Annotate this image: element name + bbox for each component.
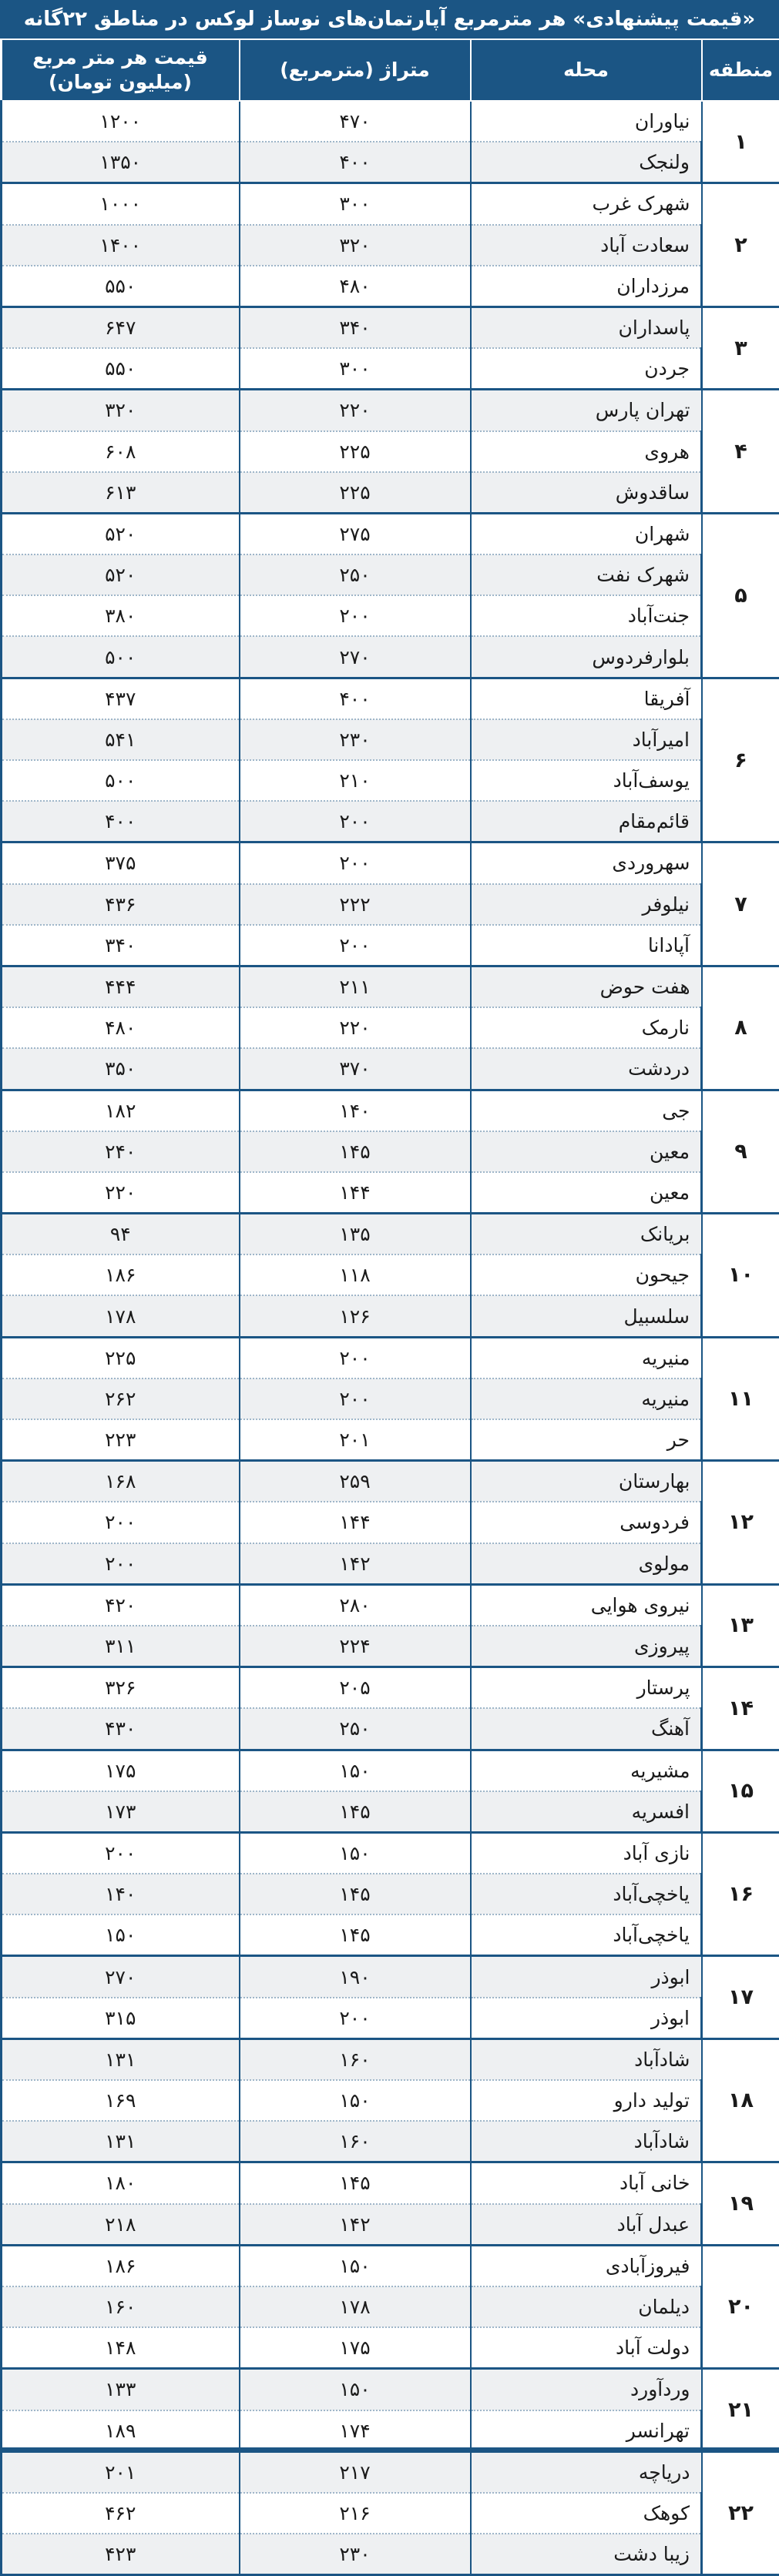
area-name-cell: تهران پارس [471,390,702,431]
table-row [2,1667,779,1709]
area-name-cell: وردآورد [471,2369,702,2410]
area-name-cell: نیروی هوایی [471,1584,702,1626]
table-bottom-border [0,2447,779,2450]
size-cell: ۲۳۰ [240,719,471,760]
area-name-cell: خانی آباد [471,2162,702,2204]
area-name-cell: بهارستان [471,1461,702,1502]
size-cell: ۳۷۰ [240,1048,471,1090]
area-name-cell: کوهک [471,2493,702,2534]
size-cell: ۲۵۰ [240,1708,471,1750]
table-row [2,2410,779,2452]
table-row [2,1419,779,1461]
size-cell: ۲۲۵ [240,431,471,472]
table-row [2,2451,779,2493]
area-name-cell: نیلوفر [471,884,702,925]
region-cell: ۱۰ [702,1214,779,1338]
price-cell: ۵۲۰ [2,554,240,595]
area-name-cell: پاسداران [471,307,702,348]
price-cell: ۱۴۰ [2,1874,240,1914]
price-cell: ۴۰۰ [2,801,240,842]
price-cell: ۱۳۱ [2,2121,240,2162]
table-row [2,2286,779,2327]
table-row [2,1750,779,1791]
size-cell: ۱۲۶ [240,1295,471,1337]
area-name-cell: جردن [471,348,702,390]
size-cell: ۲۰۰ [240,1998,471,2039]
region-cell: ۱۹ [702,2162,779,2245]
table-row [2,842,779,884]
price-cell: ۱۸۶ [2,1255,240,1295]
region-cell: ۶ [702,678,779,842]
table-row [2,1998,779,2039]
price-cell: ۵۰۰ [2,760,240,801]
size-cell: ۲۰۵ [240,1667,471,1709]
price-cell: ۱۶۰ [2,2286,240,2327]
area-name-cell: فردوسی [471,1502,702,1543]
area-name-cell: سلسبیل [471,1295,702,1337]
size-cell: ۲۰۰ [240,595,471,636]
area-name-cell: معین [471,1131,702,1172]
size-cell: ۲۸۰ [240,1584,471,1626]
price-cell: ۱۴۸ [2,2327,240,2369]
table-row [2,554,779,595]
size-cell: ۱۴۵ [240,1791,471,1833]
size-cell: ۳۰۰ [240,348,471,390]
size-cell: ۱۳۵ [240,1214,471,1255]
area-name-cell: منیریه [471,1378,702,1419]
price-cell: ۴۲۳ [2,2534,240,2575]
size-cell: ۱۵۰ [240,1750,471,1791]
area-name-cell: شادآباد [471,2038,702,2080]
table-row [2,1131,779,1172]
price-cell: ۱۶۸ [2,1461,240,1502]
area-name-cell: شهرک نفت [471,554,702,595]
table-row [2,513,779,554]
price-cell: ۱۳۳ [2,2369,240,2410]
price-cell: ۳۱۵ [2,1998,240,2039]
size-cell: ۲۱۶ [240,2493,471,2534]
price-cell: ۲۲۰ [2,1172,240,1214]
table-row [2,307,779,348]
size-cell: ۲۰۰ [240,1378,471,1419]
region-cell: ۱۸ [702,2038,779,2162]
area-name-cell: مولوی [471,1543,702,1585]
size-cell: ۱۵۰ [240,2245,471,2286]
table-row [2,1584,779,1626]
area-name-cell: تولید دارو [471,2080,702,2121]
table-row [2,1214,779,1255]
price-cell: ۵۵۰ [2,266,240,307]
size-cell: ۲۲۰ [240,390,471,431]
region-cell: ۳ [702,307,779,389]
price-cell: ۴۳۰ [2,1708,240,1750]
size-cell: ۲۰۰ [240,801,471,842]
area-name-cell: دیلمان [471,2286,702,2327]
price-cell: ۱۸۰ [2,2162,240,2204]
table-row [2,1295,779,1337]
price-cell: ۳۲۶ [2,1667,240,1709]
table-row [2,760,779,801]
table-row [2,1874,779,1914]
area-name-cell: شهرک غرب [471,183,702,225]
table-row [2,2369,779,2410]
area-name-cell: منیریه [471,1337,702,1378]
price-cell: ۲۱۸ [2,2204,240,2246]
region-cell: ۱۷ [702,1956,779,2038]
size-cell: ۱۹۰ [240,1956,471,1998]
table-row [2,1791,779,1833]
table-row [2,1255,779,1295]
table-row [2,595,779,636]
area-name-cell: بریانک [471,1214,702,1255]
price-cell: ۴۸۰ [2,1007,240,1048]
area-name-cell: هروی [471,431,702,472]
region-cell: ۲۲ [702,2451,779,2575]
size-cell: ۲۰۰ [240,1337,471,1378]
size-cell: ۱۵۰ [240,2369,471,2410]
area-name-cell: حر [471,1419,702,1461]
price-cell: ۵۵۰ [2,348,240,390]
size-cell: ۴۰۰ [240,142,471,183]
size-cell: ۱۴۵ [240,2162,471,2204]
area-name-cell: عبدل آباد [471,2204,702,2246]
table-row [2,1090,779,1131]
price-cell: ۴۳۶ [2,884,240,925]
price-cell: ۱۲۰۰ [2,101,240,142]
price-cell: ۹۴ [2,1214,240,1255]
price-cell: ۱۷۵ [2,1750,240,1791]
area-name-cell: بلوارفردوس [471,636,702,678]
table-row [2,1832,779,1874]
size-cell: ۲۰۱ [240,1419,471,1461]
region-cell: ۲۱ [702,2369,779,2451]
header-region: منطقه [702,39,779,101]
area-name-cell: فیروزآبادی [471,2245,702,2286]
price-cell: ۳۱۱ [2,1626,240,1667]
area-name-cell: زیبا دشت [471,2534,702,2575]
price-cell: ۱۳۱ [2,2038,240,2080]
area-name-cell: سعادت آباد [471,225,702,266]
price-cell: ۳۸۰ [2,595,240,636]
table-row [2,266,779,307]
header-price: قیمت هر متر مربع (میلیون تومان) [2,39,240,101]
area-name-cell: معین [471,1172,702,1214]
price-cell: ۱۷۸ [2,1295,240,1337]
price-cell: ۴۶۲ [2,2493,240,2534]
size-cell: ۱۷۴ [240,2410,471,2452]
area-name-cell: قائم‌مقام [471,801,702,842]
table-row [2,719,779,760]
size-cell: ۱۴۴ [240,1172,471,1214]
table-row [2,1543,779,1585]
price-cell: ۲۰۰ [2,1502,240,1543]
region-cell: ۱۴ [702,1667,779,1750]
size-cell: ۲۷۰ [240,636,471,678]
price-cell: ۵۰۰ [2,636,240,678]
size-cell: ۴۸۰ [240,266,471,307]
header-area: محله [471,39,702,101]
area-name-cell: آهنگ [471,1708,702,1750]
area-name-cell: شهران [471,513,702,554]
size-cell: ۱۶۰ [240,2121,471,2162]
table-row [2,2121,779,2162]
table-row [2,1914,779,1956]
table-row [2,2245,779,2286]
area-name-cell: نیاوران [471,101,702,142]
region-cell: ۵ [702,513,779,678]
table-row [2,2162,779,2204]
table-row [2,225,779,266]
price-cell: ۱۶۹ [2,2080,240,2121]
table-body [2,101,779,2575]
table-row [2,1626,779,1667]
region-cell: ۱۲ [702,1461,779,1585]
table-row [2,1007,779,1048]
table-row [2,2038,779,2080]
price-cell: ۱۰۰۰ [2,183,240,225]
area-name-cell: نازی آباد [471,1832,702,1874]
table-row [2,1378,779,1419]
table-row [2,2534,779,2575]
price-cell: ۱۴۰۰ [2,225,240,266]
price-cell: ۱۵۰ [2,1914,240,1956]
area-name-cell: افسریه [471,1791,702,1833]
region-cell: ۸ [702,966,779,1090]
area-name-cell: یوسف‌آباد [471,760,702,801]
size-cell: ۱۴۲ [240,2204,471,2246]
size-cell: ۲۳۰ [240,2534,471,2575]
table-row [2,1461,779,1502]
area-name-cell: ولنجک [471,142,702,183]
region-cell: ۴ [702,390,779,514]
region-cell: ۲ [702,183,779,307]
size-cell: ۲۱۱ [240,966,471,1007]
price-cell: ۱۸۲ [2,1090,240,1131]
table-row [2,142,779,183]
table-row [2,636,779,678]
area-name-cell: تهرانسر [471,2410,702,2452]
area-name-cell: جیحون [471,1255,702,1295]
price-cell: ۲۷۰ [2,1956,240,1998]
table-row [2,884,779,925]
table-title: «قیمت پیشنهادی» هر مترمربع آپارتمان‌های نوساز لوکس در مناطق ۲۲گانه [0,0,779,39]
area-name-cell: نارمک [471,1007,702,1048]
price-cell: ۶۴۷ [2,307,240,348]
size-cell: ۲۱۰ [240,760,471,801]
size-cell: ۲۵۹ [240,1461,471,1502]
region-cell: ۱ [702,101,779,183]
table-row [2,390,779,431]
table-row [2,348,779,390]
area-name-cell: ساقدوش [471,472,702,514]
area-name-cell: ابوذر [471,1998,702,2039]
area-name-cell: مرزداران [471,266,702,307]
table-row [2,2204,779,2246]
area-name-cell: دریاچه [471,2451,702,2493]
table-row [2,1708,779,1750]
table-row [2,966,779,1007]
table-row [2,678,779,719]
size-cell: ۱۴۲ [240,1543,471,1585]
price-cell: ۱۸۶ [2,2245,240,2286]
size-cell: ۱۵۰ [240,2080,471,2121]
table-row [2,2493,779,2534]
size-cell: ۱۷۸ [240,2286,471,2327]
table-row [2,2080,779,2121]
size-cell: ۲۲۴ [240,1626,471,1667]
area-name-cell: ابوذر [471,1956,702,1998]
area-name-cell: شادآباد [471,2121,702,2162]
size-cell: ۱۴۰ [240,1090,471,1131]
area-name-cell: امیرآباد [471,719,702,760]
table-row [2,183,779,225]
price-cell: ۱۸۹ [2,2410,240,2452]
region-cell: ۱۶ [702,1832,779,1956]
price-cell: ۲۰۰ [2,1543,240,1585]
table-row [2,1337,779,1378]
price-cell: ۳۷۵ [2,842,240,884]
table-row [2,1956,779,1998]
table-row [2,925,779,966]
size-cell: ۱۶۰ [240,2038,471,2080]
price-cell: ۴۳۷ [2,678,240,719]
region-cell: ۲۰ [702,2245,779,2369]
price-table [0,39,779,2576]
area-name-cell: جی [471,1090,702,1131]
area-name-cell: یاخچی‌آباد [471,1914,702,1956]
size-cell: ۱۴۵ [240,1874,471,1914]
price-cell: ۱۷۳ [2,1791,240,1833]
table-row [2,472,779,514]
area-name-cell: یاخچی‌آباد [471,1874,702,1914]
size-cell: ۱۴۴ [240,1502,471,1543]
table-row [2,101,779,142]
area-name-cell: مشیریه [471,1750,702,1791]
area-name-cell: دردشت [471,1048,702,1090]
size-cell: ۱۷۵ [240,2327,471,2369]
area-name-cell: آفریقا [471,678,702,719]
price-cell: ۵۴۱ [2,719,240,760]
price-cell: ۴۲۰ [2,1584,240,1626]
price-cell: ۳۵۰ [2,1048,240,1090]
size-cell: ۱۵۰ [240,1832,471,1874]
table-row [2,1502,779,1543]
area-name-cell: هفت حوض [471,966,702,1007]
price-cell: ۲۴۰ [2,1131,240,1172]
size-cell: ۲۲۵ [240,472,471,514]
price-cell: ۲۲۳ [2,1419,240,1461]
size-cell: ۱۱۸ [240,1255,471,1295]
price-cell: ۲۶۲ [2,1378,240,1419]
size-cell: ۳۰۰ [240,183,471,225]
price-cell: ۴۴۴ [2,966,240,1007]
region-cell: ۱۱ [702,1337,779,1461]
area-name-cell: دولت آباد [471,2327,702,2369]
size-cell: ۴۷۰ [240,101,471,142]
size-cell: ۲۰۰ [240,842,471,884]
area-name-cell: جنت‌آباد [471,595,702,636]
table-row [2,801,779,842]
price-cell: ۵۲۰ [2,513,240,554]
table-row [2,1048,779,1090]
area-name-cell: آپادانا [471,925,702,966]
size-cell: ۲۵۰ [240,554,471,595]
price-cell: ۲۰۰ [2,1832,240,1874]
table-row [2,431,779,472]
size-cell: ۲۱۷ [240,2451,471,2493]
area-name-cell: پرستار [471,1667,702,1709]
size-cell: ۴۰۰ [240,678,471,719]
region-cell: ۱۵ [702,1750,779,1832]
area-name-cell: پیروزی [471,1626,702,1667]
area-name-cell: سهروردی [471,842,702,884]
table-row [2,2327,779,2369]
size-cell: ۱۴۵ [240,1914,471,1956]
size-cell: ۲۲۰ [240,1007,471,1048]
price-cell: ۱۳۵۰ [2,142,240,183]
table-row [2,1172,779,1214]
size-cell: ۳۲۰ [240,225,471,266]
price-cell: ۲۲۵ [2,1337,240,1378]
header-row [2,39,779,101]
price-cell: ۲۰۱ [2,2451,240,2493]
region-cell: ۱۳ [702,1584,779,1667]
size-cell: ۲۲۲ [240,884,471,925]
size-cell: ۲۰۰ [240,925,471,966]
size-cell: ۲۷۵ [240,513,471,554]
price-cell: ۳۴۰ [2,925,240,966]
region-cell: ۷ [702,842,779,966]
price-cell: ۳۲۰ [2,390,240,431]
header-size: متراژ (مترمربع) [240,39,471,101]
size-cell: ۱۴۵ [240,1131,471,1172]
region-cell: ۹ [702,1090,779,1214]
price-cell: ۶۱۳ [2,472,240,514]
price-cell: ۶۰۸ [2,431,240,472]
size-cell: ۳۴۰ [240,307,471,348]
